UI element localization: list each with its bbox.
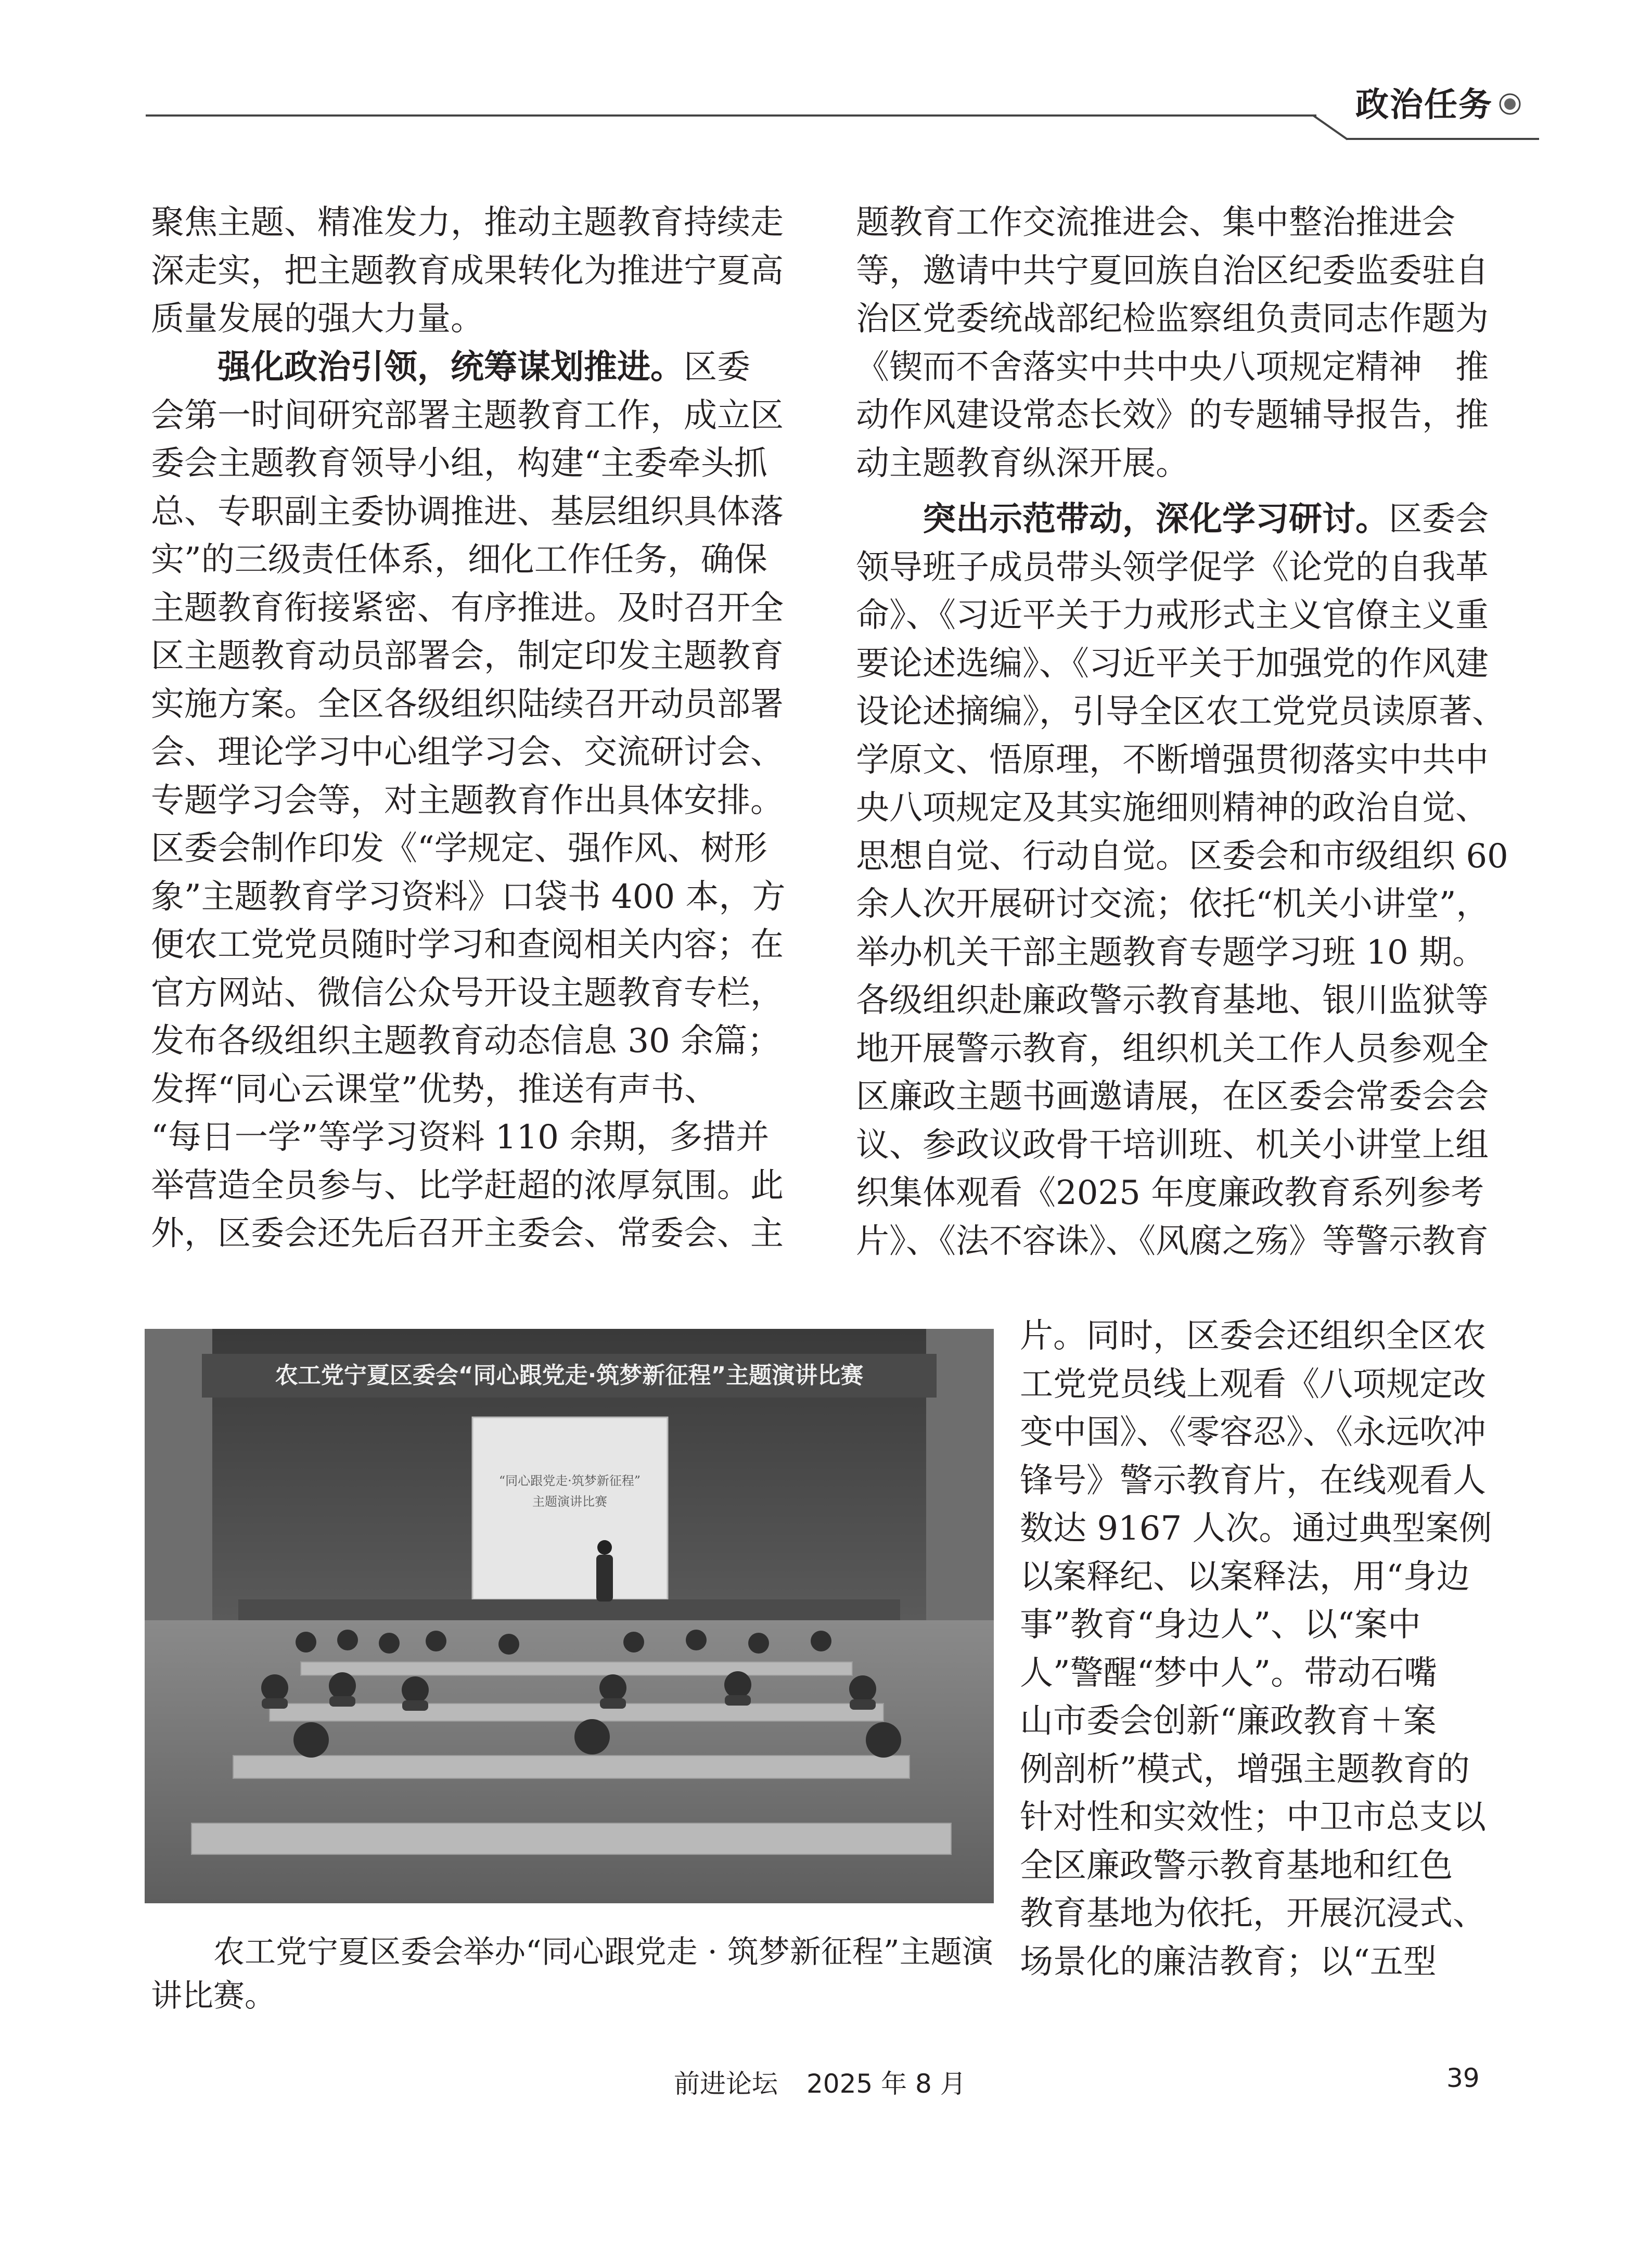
text-line: 学原文、悟原理，不断增强贯彻落实中共中: [856, 740, 1489, 779]
text-line: 题教育工作交流推进会、集中整治推进会: [856, 203, 1455, 242]
text-line: 片。同时，区委会还组织全区农: [1020, 1317, 1486, 1355]
text-line: 工党党员线上观看《八项规定改: [1020, 1365, 1486, 1404]
text-line: 等，邀请中共宁夏回族自治区纪委监委驻自: [856, 251, 1489, 290]
text-line: 会第一时间研究部署主题教育工作，成立区: [151, 396, 784, 435]
photo-screen-text: 主题演讲比赛: [532, 1494, 607, 1509]
text-line: 委会主题教育领导小组，构建“主委牵头抓: [151, 444, 767, 483]
text-line: 区廉政主题书画邀请展，在区委会常委会会: [856, 1078, 1489, 1116]
text-line: 治区党委统战部纪检监察组负责同志作题为: [856, 300, 1489, 338]
text-line: 实施方案。全区各级组织陆续召开动员部署: [151, 685, 784, 724]
right-paragraph-2: [856, 495, 1508, 1265]
target-icon: [1499, 93, 1521, 116]
text-line: 领导班子成员带头领学促学《论党的自我革: [856, 548, 1489, 587]
text-line: 深走实，把主题教育成果转化为推进宁夏高: [151, 251, 784, 290]
text-line: 举营造全员参与、比学赶超的浓厚氛围。此: [151, 1166, 784, 1205]
footer-magazine-name: 前进论坛: [674, 2069, 778, 2099]
text-line: 实”的三级责任体系，细化工作任务，确保: [151, 541, 767, 579]
text-line: 片》、《法不容诛》、《风腐之殇》等警示教育: [856, 1222, 1489, 1261]
text-line: 设论述摘编》，引导全区农工党党员读原著、: [856, 693, 1505, 731]
text-line: 主题教育衔接紧密、有序推进。及时召开全: [151, 588, 784, 627]
paragraph-lead-heading: 突出示范带动，深化学习研讨。: [923, 499, 1389, 539]
caption-line: 农工党宁夏区委会举办“同心跟党走 · 筑梦新征程”主题演: [213, 1934, 993, 1970]
text-fragment: 区委会: [1389, 500, 1489, 539]
text-line: 会、理论学习中心组学习会、交流研讨会、: [151, 733, 784, 772]
text-line: 区主题教育动员部署会，制定印发主题教育: [151, 637, 784, 675]
photo-banner-text: 农工党宁夏区委会“同心跟党走·筑梦新征程”主题演讲比赛: [275, 1362, 864, 1389]
speech-contest-photo: [145, 1329, 994, 1903]
caption-line: 讲比赛。: [151, 1978, 276, 2014]
right-paragraph-2-continued: [1020, 1312, 1492, 1986]
text-line: 思想自觉、行动自觉。区委会和市级组织 60: [856, 837, 1508, 876]
text-line: 人”警醒“梦中人”。带动石嘴: [1020, 1654, 1438, 1693]
text-line: 举办机关干部主题教育专题学习班 10 期。: [856, 933, 1486, 972]
paragraph-lead-heading: 强化政治引领，统筹谋划推进。: [217, 348, 684, 387]
text-line: 教育基地为依托，开展沉浸式、: [1020, 1894, 1486, 1933]
right-paragraph-1: [856, 199, 1489, 488]
photo-caption: [151, 1930, 994, 2018]
text-line: 《锲而不舍落实中共中央八项规定精神 推: [856, 348, 1489, 387]
text-line: 便农工党党员随时学习和查阅相关内容；在: [151, 926, 784, 964]
text-line: 要论述选编》、《习近平关于加强党的作风建: [856, 644, 1489, 683]
text-line: 针对性和实效性；中卫市总支以: [1020, 1798, 1486, 1837]
text-line: 命》、《习近平关于力戒形式主义官僚主义重: [856, 596, 1489, 635]
text-line: 议、参政议政骨干培训班、机关小讲堂上组: [856, 1125, 1489, 1164]
text-fragment: 区委: [684, 348, 750, 387]
text-line: 聚焦主题、精准发力，推动主题教育持续走: [151, 203, 784, 242]
section-title: 政治任务: [1355, 85, 1493, 124]
header-rule-slant: [1313, 114, 1348, 140]
page-number: 39: [1446, 2063, 1480, 2093]
text-line: “每日一学”等学习资料 110 余期，多措并: [151, 1118, 770, 1157]
text-line: 象”主题教育学习资料》口袋书 400 本，方: [151, 877, 786, 916]
text-line: 质量发展的强大力量。: [151, 300, 484, 338]
text-line: 官方网站、微信公众号开设主题教育专栏，: [151, 973, 784, 1013]
text-line: 央八项规定及其实施细则精神的政治自觉、: [856, 789, 1489, 827]
photo-speaker: [596, 1540, 613, 1602]
text-line: 以案释纪、以案释法，用“身边: [1020, 1557, 1470, 1596]
text-line: 织集体观看《2025 年度廉政教育系列参考: [856, 1174, 1484, 1212]
text-line: 区委会制作印发《“学规定、强作风、树形: [151, 829, 767, 868]
header-rule-right: [1347, 138, 1539, 140]
footer-issue-date: 2025 年 8 月: [806, 2069, 966, 2099]
text-line: 发布各级组织主题教育动态信息 30 余篇；: [151, 1022, 781, 1060]
header-rule: [146, 114, 1316, 117]
text-line: 例剖析”模式，增强主题教育的: [1020, 1750, 1470, 1789]
text-line: 各级组织赴廉政警示教育基地、银川监狱等: [856, 981, 1489, 1020]
text-line: 事”教育“身边人”、以“案中: [1020, 1606, 1421, 1644]
text-line: 专题学习会等，对主题教育作出具体安排。: [151, 781, 784, 820]
text-line: 锋号》警示教育片，在线观看人: [1020, 1461, 1486, 1500]
text-line: 动作风建设常态长效》的专题辅导报告，推: [856, 396, 1489, 434]
text-line: 余人次开展研讨交流；依托“机关小讲堂”，: [856, 885, 1490, 924]
text-line: 场景化的廉洁教育；以“五型: [1020, 1942, 1437, 1981]
text-line: 动主题教育纵深开展。: [856, 444, 1189, 483]
left-paragraph-1: [151, 199, 784, 343]
text-line: 山市委会创新“廉政教育＋案: [1020, 1702, 1437, 1740]
paragraph-first-line: [151, 343, 786, 392]
text-line: 发挥“同心云课堂”优势，推送有声书、: [151, 1070, 718, 1109]
text-line: 地开展警示教育，组织机关工作人员参观全: [856, 1029, 1489, 1068]
left-paragraph-2: [151, 343, 786, 1258]
text-line: 数达 9167 人次。通过典型案例: [1020, 1509, 1492, 1548]
text-line: 变中国》、《零容忍》、《永远吹冲: [1020, 1413, 1486, 1452]
paragraph-first-line: [856, 495, 1508, 544]
photo-screen-text: “同心跟党走·筑梦新征程”: [498, 1474, 641, 1488]
text-line: 全区廉政警示教育基地和红色: [1020, 1846, 1453, 1885]
text-line: 外，区委会还先后召开主委会、常委会、主: [151, 1214, 784, 1253]
text-line: 总、专职副主委协调推进、基层组织具体落: [151, 492, 784, 531]
